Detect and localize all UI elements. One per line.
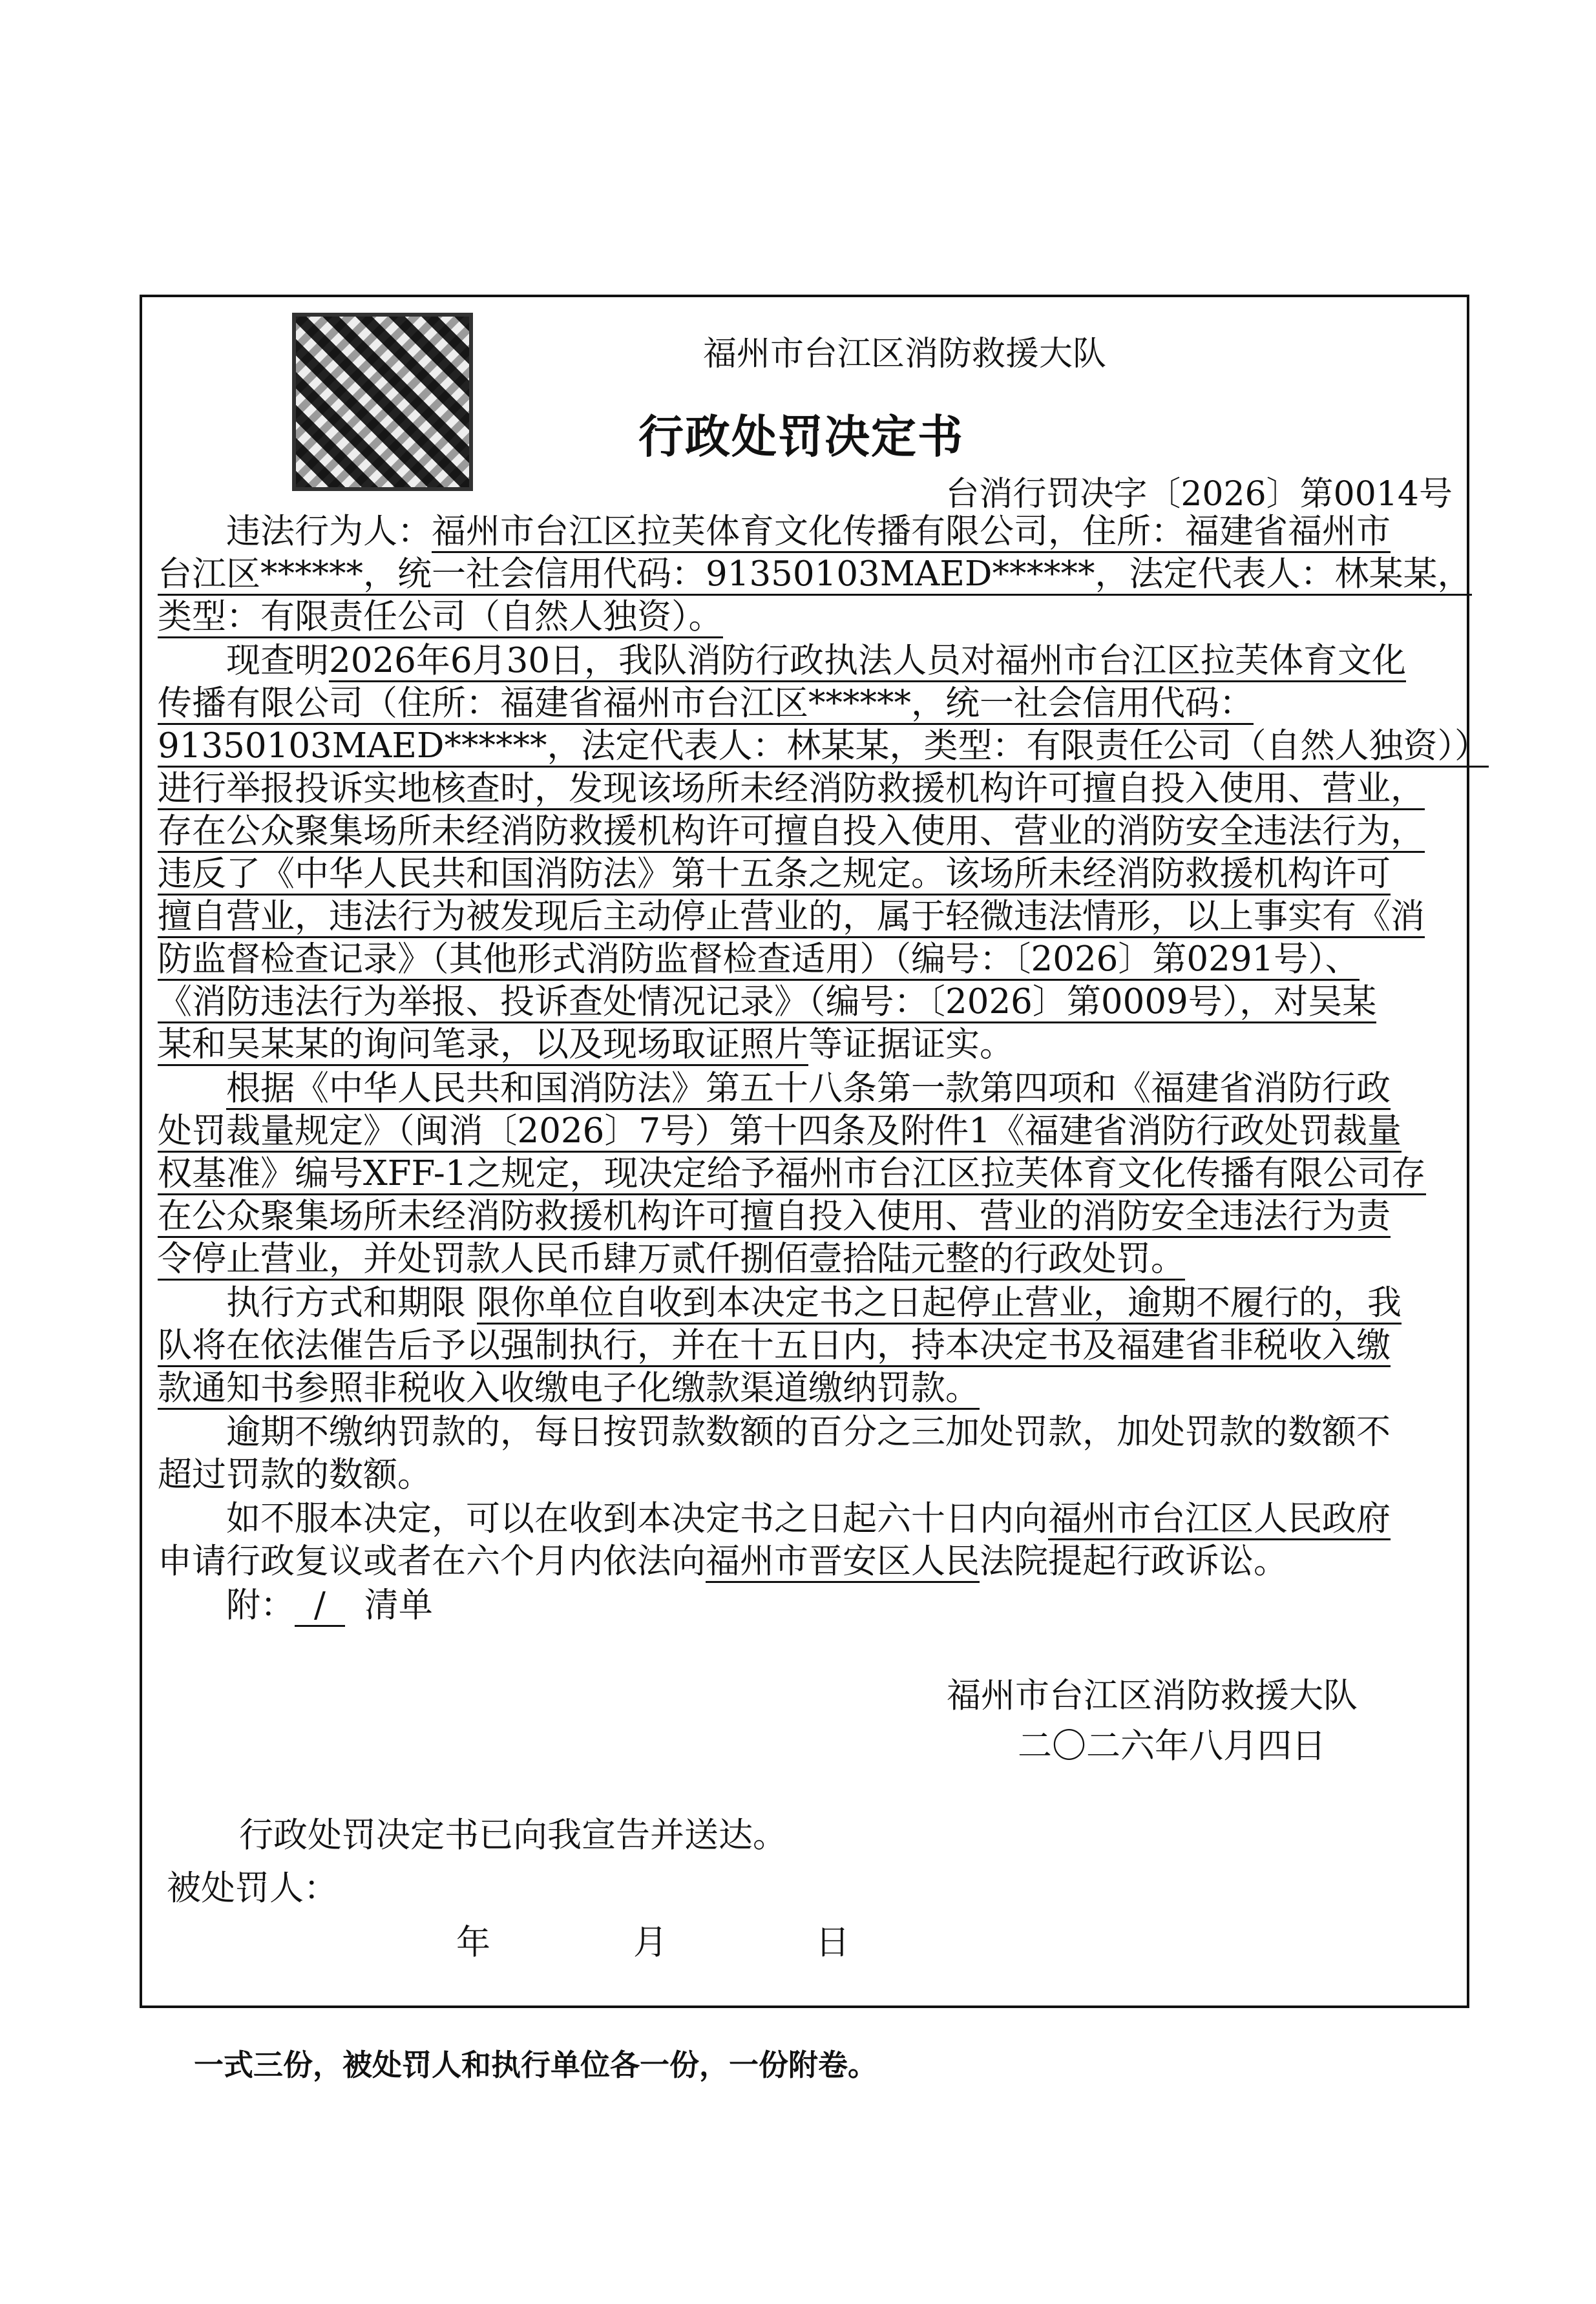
ack-month-label: 月	[633, 1923, 667, 1962]
body-line: 《消防违法行为举报、投诉查处情况记录》（编号：〔2026〕第0009号），对吴某	[158, 981, 1463, 1023]
body-line: 执行方式和期限 限你单位自收到本决定书之日起停止营业，逾期不履行的，我	[158, 1282, 1531, 1325]
body-line: 某和吴某某的询问笔录，以及现场取证照片等证据证实。	[158, 1023, 1463, 1066]
body-line: 申请行政复议或者在六个月内依法向福州市晋安区人民法院提起行政诉讼。	[158, 1540, 1463, 1583]
body-line: 防监督检查记录》（其他形式消防监督检查适用）（编号：〔2026〕第0291号）、	[158, 938, 1463, 981]
document-title: 行政处罚决定书	[638, 410, 964, 463]
penalized-party-label: 被处罚人：	[167, 1869, 338, 1908]
body-line: 如不服本决定，可以在收到本决定书之日起六十日内向福州市台江区人民政府	[158, 1498, 1531, 1540]
acknowledgement-text: 行政处罚决定书已向我宣告并送达。	[239, 1816, 787, 1855]
signature-org: 福州市台江区消防救援大队	[947, 1676, 1358, 1715]
ack-year-label: 年	[456, 1923, 490, 1962]
body-line: 逾期不缴纳罚款的，每日按罚款数额的百分之三加处罚款，加处罚款的数额不	[226, 1412, 1391, 1452]
body-line: 类型：有限责任公司（自然人独资）。	[158, 596, 1463, 638]
body-line: 现查明2026年6月30日，我队消防行政执法人员对福州市台江区拉芙体育文化	[158, 640, 1531, 682]
ack-day-label: 日	[815, 1923, 850, 1962]
body-line: 91350103MAED******，法定代表人：林某某，类型：有限责任公司（自然人独资））	[158, 725, 1463, 768]
body-line: 传播有限公司（住所：福建省福州市台江区******，统一社会信用代码：	[158, 682, 1463, 725]
copies-footnote: 一式三份，被处罚人和执行单位各一份，一份附卷。	[194, 2047, 877, 2082]
body-line: 擅自营业，违法行为被发现后主动停止营业的，属于轻微违法情形，以上事实有《消	[158, 895, 1463, 938]
signature-date: 二〇二六年八月四日	[1018, 1726, 1326, 1766]
body-line: 根据《中华人民共和国消防法》第五十八条第一款第四项和《福建省消防行政	[158, 1067, 1531, 1110]
body-line: 款通知书参照非税收入收缴电子化缴款渠道缴纳罚款。	[158, 1367, 1463, 1410]
body-line: 违反了《中华人民共和国消防法》第十五条之规定。该场所未经消防救援机构许可	[158, 853, 1463, 895]
body-line: 台江区******，统一社会信用代码：91350103MAED******，法定代表人：林某某，	[158, 553, 1463, 596]
body-line: 令停止营业，并处罚款人民币肆万贰仟捌佰壹拾陆元整的行政处罚。	[158, 1238, 1463, 1281]
body-line: 队将在依法催告后予以强制执行，并在十五日内，持本决定书及福建省非税收入缴	[158, 1325, 1463, 1367]
attachment-line: 附： / 清单	[158, 1584, 1531, 1627]
body-line: 权基准》编号XFF-1之规定，现决定给予福州市台江区拉芙体育文化传播有限公司存	[158, 1153, 1463, 1195]
body-line: 在公众聚集场所未经消防救援机构许可擅自投入使用、营业的消防安全违法行为责	[158, 1195, 1463, 1238]
document-number: 台消行罚决字〔2026〕第0014号	[945, 475, 1453, 514]
body-line: 存在公众聚集场所未经消防救援机构许可擅自投入使用、营业的消防安全违法行为，	[158, 810, 1463, 853]
body-line: 处罚裁量规定》（闽消〔2026〕7号）第十四条及附件1《福建省消防行政处罚裁量	[158, 1110, 1463, 1153]
body-line: 进行举报投诉实地核查时，发现该场所未经消防救援机构许可擅自投入使用、营业，	[158, 768, 1463, 810]
issuing-org-heading: 福州市台江区消防救援大队	[702, 335, 1106, 373]
body-line: 违法行为人：福州市台江区拉芙体育文化传播有限公司，住所：福建省福州市	[158, 510, 1531, 553]
body-line: 超过罚款的数额。	[158, 1455, 432, 1494]
